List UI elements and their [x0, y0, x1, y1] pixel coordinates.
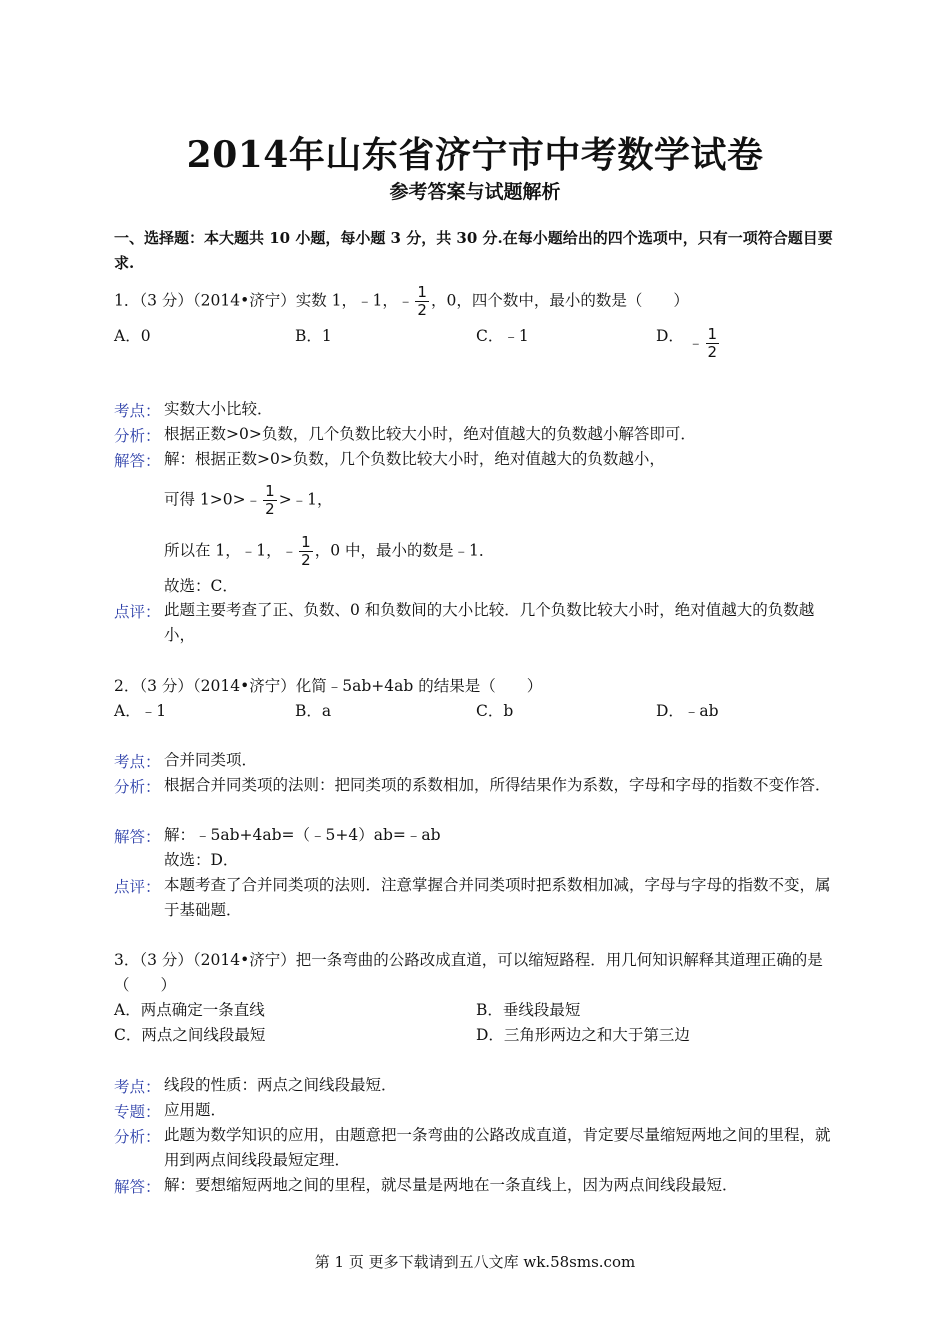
- label-dianping: 点评：: [114, 878, 161, 896]
- q2-fenxi: 根据合并同类项的法则：把同类项的系数相加，所得结果作为系数，字母和字母的指数不变作答．: [164, 776, 831, 794]
- fraction-numerator: 1: [265, 482, 275, 500]
- label-kaodian: 考点：: [114, 753, 161, 771]
- question-2-option-d: D．﹣ab: [656, 702, 719, 720]
- q1-jieda-line-3: [164, 534, 494, 569]
- fraction-denominator: 2: [265, 500, 275, 518]
- q1-jieda-line-3a: 所以在 1，﹣1，: [164, 541, 282, 560]
- fraction-half: [263, 483, 277, 518]
- label-jieda: 解答：: [114, 452, 161, 470]
- question-2-option-c: C．b: [476, 702, 514, 720]
- q3-fenxi: 此题为数学知识的应用，由题意把一条弯曲的公路改成直道，肯定要尽量缩短两地之间的里程，就用到两点间线段最短定理．: [164, 1126, 831, 1169]
- fraction-half: [299, 534, 313, 569]
- minus-sign: ﹣: [281, 541, 298, 560]
- question-1-stem-b: ，0，四个数中，最小的数是（ ）: [430, 291, 689, 310]
- page-title: 2014年山东省济宁市中考数学试卷: [186, 134, 764, 176]
- label-jieda: 解答：: [114, 828, 161, 846]
- fraction-numerator: 1: [417, 283, 427, 301]
- question-1-stem: [114, 284, 689, 319]
- question-3-option-a: A．两点确定一条直线: [114, 1001, 265, 1019]
- q3-zhuanti: 应用题．: [164, 1101, 227, 1119]
- q2-jieda-line-1: 解：﹣5ab+4ab=（﹣5+4）ab=﹣ab: [164, 826, 441, 844]
- question-1-option-a: A．0: [114, 327, 151, 345]
- q1-jieda-line-3b: ，0 中，最小的数是﹣1．: [314, 541, 495, 560]
- fraction-denominator: 2: [707, 343, 718, 361]
- question-3-option-b: B．垂线段最短: [476, 1001, 581, 1019]
- question-2-stem: 2．（3 分）（2014•济宁）化简﹣5ab+4ab 的结果是（ ）: [114, 677, 543, 695]
- page-footer: 第 1 页 更多下载请到五八文库 wk.58sms.com: [314, 1253, 636, 1271]
- label-dianping: 点评：: [114, 603, 161, 621]
- q2-jieda-line-2: 故选：D．: [164, 851, 239, 869]
- question-3-option-d: D．三角形两边之和大于第三边: [476, 1026, 690, 1044]
- section-heading: 一、选择题：本大题共 10 小题，每小题 3 分，共 30 分.在每小题给出的四个选项中，只有一项符合题目要求.: [114, 229, 833, 272]
- question-3-option-c: C．两点之间线段最短: [114, 1026, 266, 1044]
- q1-jieda-line-2b: >﹣1，: [278, 490, 333, 509]
- minus-sign: ﹣: [688, 333, 704, 352]
- q1-jieda-line-1: 解：根据正数>0>负数，几个负数比较大小时，绝对值越大的负数越小，: [164, 450, 665, 468]
- question-1-option-b: B．1: [295, 327, 332, 345]
- question-2-option-b: B．a: [295, 702, 332, 720]
- label-fenxi: 分析：: [114, 778, 161, 796]
- q1-jieda-line-4: 故选：C．: [164, 577, 238, 595]
- question-2-option-a: A．﹣1: [114, 702, 167, 720]
- label-kaodian: 考点：: [114, 402, 161, 420]
- fraction-numerator: 1: [301, 533, 311, 551]
- fraction-half: [415, 284, 429, 319]
- question-1-stem-a: 1．（3 分）（2014•济宁）实数 1，﹣1，: [114, 291, 398, 310]
- label-kaodian: 考点：: [114, 1078, 161, 1096]
- label-zhuanti: 专题：: [114, 1103, 161, 1121]
- q1-fenxi: 根据正数>0>负数，几个负数比较大小时，绝对值越大的负数越小解答即可．: [164, 425, 696, 443]
- minus-sign: ﹣: [245, 490, 262, 509]
- page-subtitle: 参考答案与试题解析: [389, 181, 561, 203]
- question-1-option-d-value: [688, 326, 721, 361]
- question-1-option-d: D．: [656, 327, 684, 345]
- fraction-half: [706, 326, 720, 361]
- q1-jieda-line-2: [164, 483, 333, 518]
- fraction-denominator: 2: [301, 551, 311, 569]
- q2-kaodian: 合并同类项．: [164, 751, 258, 769]
- q1-jieda-line-2a: 可得 1>0>: [164, 490, 246, 509]
- fraction-denominator: 2: [417, 301, 427, 319]
- q3-kaodian: 线段的性质：两点之间线段最短．: [164, 1076, 397, 1094]
- q3-jieda-line-1: 解：要想缩短两地之间的里程，就尽量是两地在一条直线上，因为两点间线段最短．: [164, 1176, 738, 1194]
- fraction-numerator: 1: [707, 325, 718, 343]
- minus-sign: ﹣: [397, 291, 414, 310]
- label-fenxi: 分析：: [114, 1128, 161, 1146]
- q1-kaodian: 实数大小比较．: [164, 400, 273, 418]
- q1-dianping: 此题主要考查了正、负数、0 和负数间的大小比较．几个负数比较大小时，绝对值越大的负数越小，: [164, 601, 815, 644]
- question-1-option-c: C．﹣1: [476, 327, 529, 345]
- label-jieda: 解答：: [114, 1178, 161, 1196]
- q2-dianping: 本题考查了合并同类项的法则．注意掌握合并同类项时把系数相加减，字母与字母的指数不变，属于基础题．: [164, 876, 831, 919]
- question-3-stem: 3．（3 分）（2014•济宁）把一条弯曲的公路改成直道，可以缩短路程．用几何知识解释其道理正确的是（ ）: [114, 951, 823, 994]
- label-fenxi: 分析：: [114, 427, 161, 445]
